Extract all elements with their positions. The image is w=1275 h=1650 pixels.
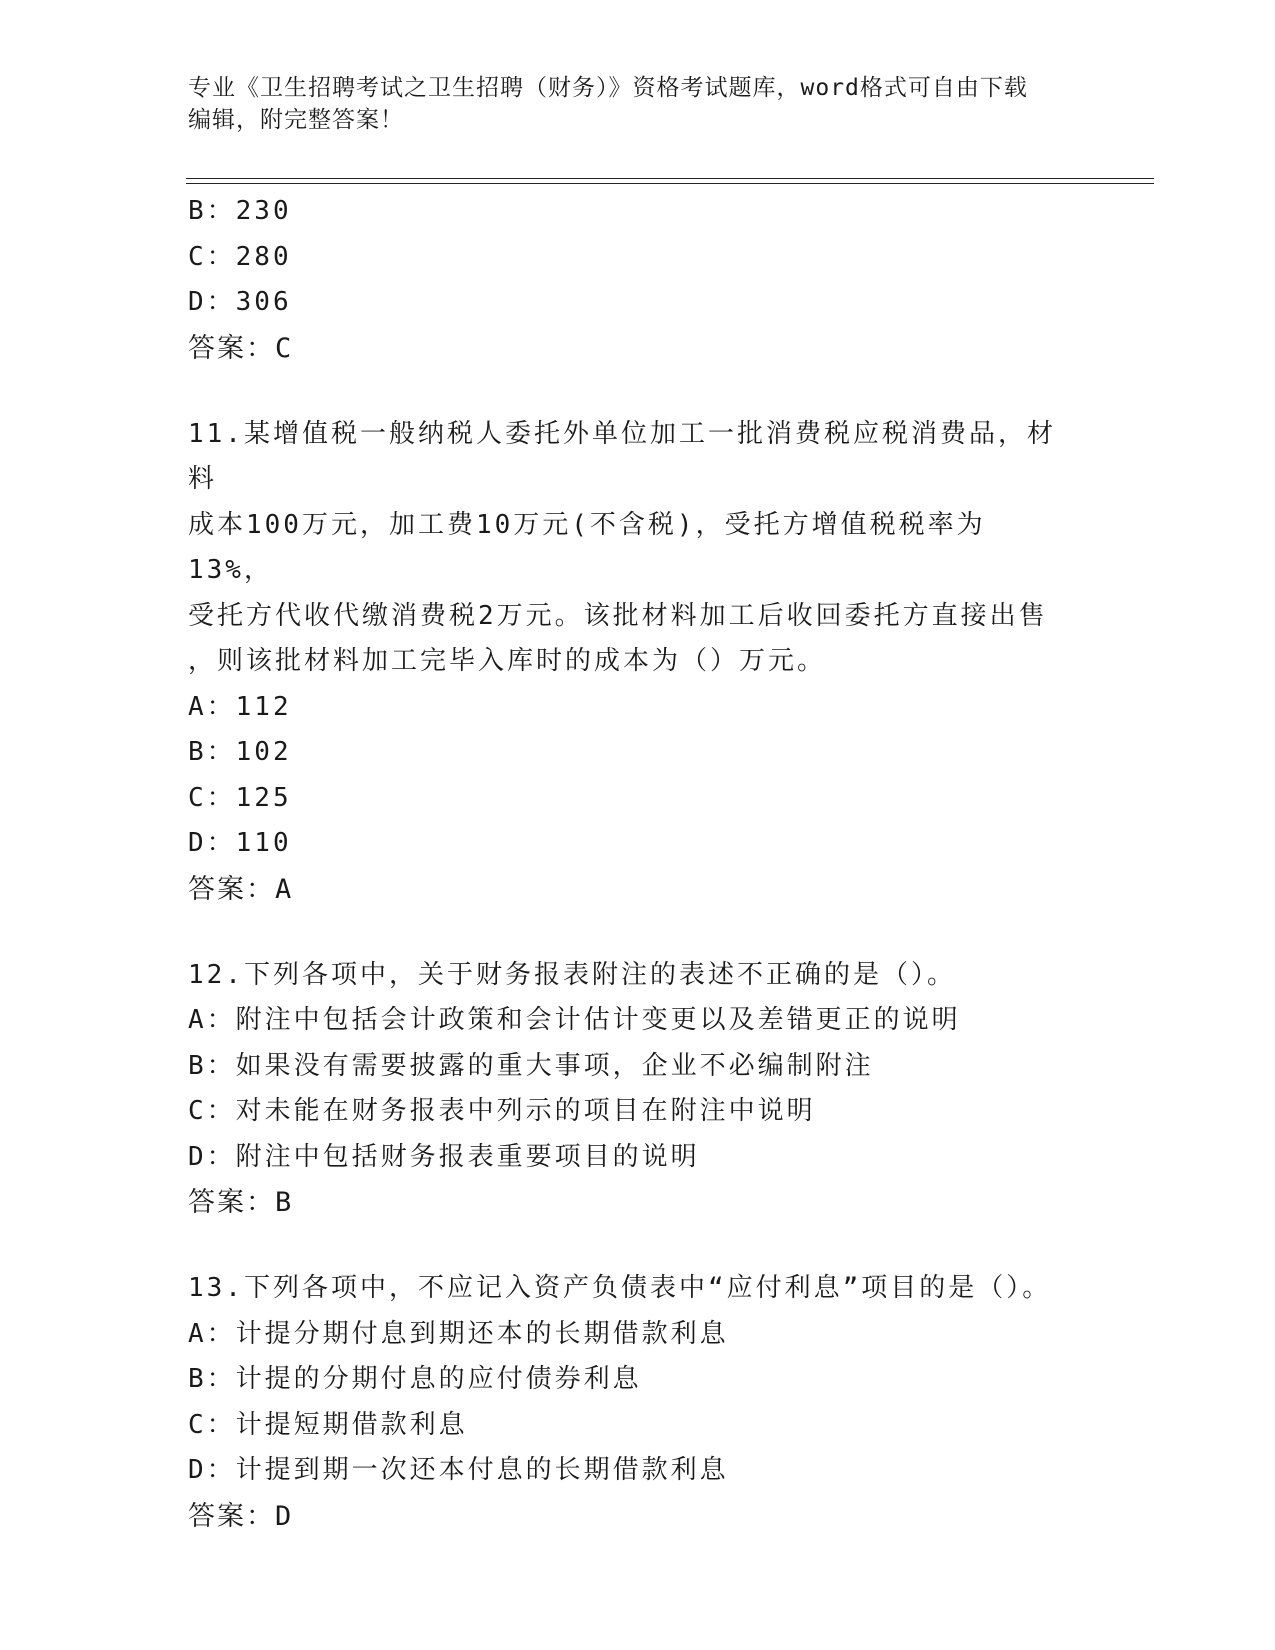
question-text: 11.某增值税一般纳税人委托外单位加工一批消费税应税消费品，材料 成本100万元，加工费10万元(不含税)，受托方增值税税率为13%， 受托方代收代缴消费税2万元。该批材料加工后收回委托方直接出售 ，则该批材料加工完毕入库时的成本为（）万元。: [188, 418, 1056, 676]
option-d: D：306: [188, 287, 292, 317]
answer-line: 答案：B: [188, 1187, 294, 1218]
option-c: C：280: [188, 241, 292, 272]
option-c: C：对未能在财务报表中列示的项目在附注中说明: [188, 1096, 816, 1126]
option-a: A：计提分期付息到期还本的长期借款利息: [188, 1318, 729, 1349]
question-list: [188, 189, 1088, 1540]
option-d: D：110: [188, 828, 292, 858]
question-13: [188, 1266, 1088, 1540]
previous-question-tail: [188, 189, 1088, 372]
answer-line: 答案：D: [188, 1500, 294, 1532]
question-11: [188, 412, 1088, 913]
option-b: B：230: [188, 196, 292, 226]
question-12: [188, 953, 1088, 1227]
option-b: B：102: [188, 737, 292, 767]
answer-line: 答案：C: [188, 332, 294, 364]
document-header: 专业《卫生招聘考试之卫生招聘（财务）》资格考试题库，word格式可自由下载 编辑，附完整答案！: [188, 75, 1028, 133]
question-text: 13.下列各项中，不应记入资产负债表中“应付利息”项目的是（）。: [188, 1273, 1052, 1303]
option-b: B：计提的分期付息的应付债券利息: [188, 1364, 642, 1394]
option-d: D：计提到期一次还本付息的长期借款利息: [188, 1455, 729, 1485]
option-c: C：计提短期借款利息: [188, 1409, 468, 1440]
option-d: D：附注中包括财务报表重要项目的说明: [188, 1141, 700, 1172]
option-c: C：125: [188, 782, 292, 813]
header-divider: [186, 178, 1154, 179]
option-a: A：附注中包括会计政策和会计估计变更以及差错更正的说明: [188, 1005, 961, 1035]
option-b: B：如果没有需要披露的重大事项，企业不必编制附注: [188, 1050, 874, 1081]
question-text: 12.下列各项中，关于财务报表附注的表述不正确的是（）。: [188, 959, 956, 990]
header-divider-second: [186, 183, 1154, 184]
answer-line: 答案：A: [188, 873, 294, 905]
option-a: A：112: [188, 691, 292, 722]
